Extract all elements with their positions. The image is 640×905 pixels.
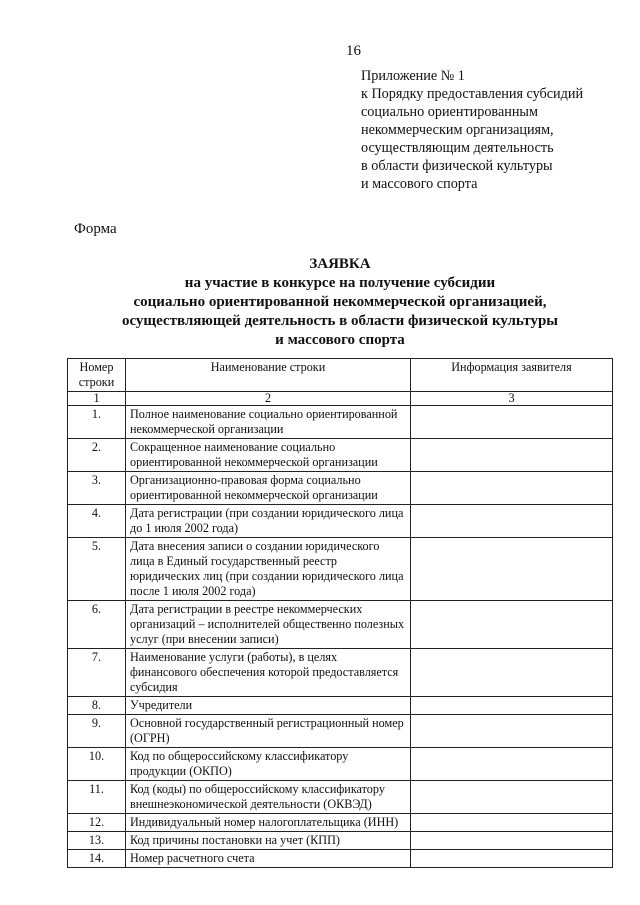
applicant-info-cell[interactable]	[411, 538, 613, 601]
applicant-info-cell[interactable]	[411, 832, 613, 850]
table-row	[68, 439, 613, 472]
row-number: 2.	[68, 439, 126, 472]
table-body	[68, 406, 613, 868]
appendix-line: к Порядку предоставления субсидий	[361, 86, 584, 102]
appendix-line: социально ориентированным	[361, 104, 538, 120]
row-name: Индивидуальный номер налогоплательщика (ИНН)	[126, 814, 411, 832]
applicant-info-cell[interactable]	[411, 781, 613, 814]
row-name: Полное наименование социально ориентированной некоммерческой организации	[126, 406, 411, 439]
row-name: Наименование услуги (работы), в целях финансового обеспечения которой предоставляется субсидия	[126, 649, 411, 697]
row-number: 4.	[68, 505, 126, 538]
applicant-info-cell[interactable]	[411, 505, 613, 538]
applicant-info-cell[interactable]	[411, 439, 613, 472]
title-line: ЗАЯВКА	[309, 256, 371, 272]
table-row	[68, 748, 613, 781]
row-number: 11.	[68, 781, 126, 814]
appendix-line: Приложение № 1	[361, 68, 465, 84]
header-applicant-info: Информация заявителя	[411, 359, 613, 392]
appendix-line: некоммерческим организациям,	[361, 122, 554, 138]
table-row	[68, 538, 613, 601]
header-row-number: Номер строки	[68, 359, 126, 392]
table-row	[68, 781, 613, 814]
row-name: Основной государственный регистрационный номер (ОГРН)	[126, 715, 411, 748]
row-number: 12.	[68, 814, 126, 832]
applicant-info-cell[interactable]	[411, 850, 613, 868]
applicant-info-cell[interactable]	[411, 649, 613, 697]
table-row	[68, 472, 613, 505]
appendix-line: осуществляющим деятельность	[361, 140, 554, 156]
column-number: 3	[411, 392, 613, 406]
page-number: 16	[346, 43, 361, 59]
column-number: 1	[68, 392, 126, 406]
table-row	[68, 406, 613, 439]
row-name: Организационно-правовая форма социально ориентированной некоммерческой организации	[126, 472, 411, 505]
table-row	[68, 814, 613, 832]
row-name: Учредители	[126, 697, 411, 715]
title-line: на участие в конкурсе на получение субсидии	[184, 275, 496, 291]
row-number: 3.	[68, 472, 126, 505]
appendix-note	[361, 67, 583, 193]
table-row	[68, 832, 613, 850]
appendix-line: в области физической культуры	[361, 158, 553, 174]
application-table	[67, 358, 613, 868]
header-row-name: Наименование строки	[126, 359, 411, 392]
title-line: социально ориентированной некоммерческой организацией,	[133, 294, 547, 310]
table-row	[68, 697, 613, 715]
row-number: 9.	[68, 715, 126, 748]
row-number: 5.	[68, 538, 126, 601]
row-number: 13.	[68, 832, 126, 850]
table-row	[68, 850, 613, 868]
applicant-info-cell[interactable]	[411, 406, 613, 439]
title-line: осуществляющей деятельность в области физической культуры	[121, 313, 559, 329]
form-label: Форма	[74, 221, 117, 237]
table-row	[68, 649, 613, 697]
applicant-info-cell[interactable]	[411, 748, 613, 781]
row-name: Код (коды) по общероссийскому классификатору внешнеэкономической деятельности (ОКВЭД)	[126, 781, 411, 814]
applicant-info-cell[interactable]	[411, 472, 613, 505]
applicant-info-cell[interactable]	[411, 715, 613, 748]
row-number: 14.	[68, 850, 126, 868]
row-name: Дата регистрации в реестре некоммерческих организаций – исполнителей общественно полезных услуг (при внесении записи)	[126, 601, 411, 649]
row-number: 8.	[68, 697, 126, 715]
table-row	[68, 715, 613, 748]
row-name: Дата внесения записи о создании юридического лица в Единый государственный реестр юридических лиц (при создании юридического лица после 1 июля 2002 года)	[126, 538, 411, 601]
row-number: 7.	[68, 649, 126, 697]
row-name: Код причины постановки на учет (КПП)	[126, 832, 411, 850]
document-title	[66, 255, 614, 350]
row-number: 6.	[68, 601, 126, 649]
table-header-row	[68, 359, 613, 392]
title-line: и массового спорта	[275, 332, 405, 348]
row-name: Номер расчетного счета	[126, 850, 411, 868]
row-name: Дата регистрации (при создании юридического лица до 1 июля 2002 года)	[126, 505, 411, 538]
row-number: 10.	[68, 748, 126, 781]
row-name: Сокращенное наименование социально ориентированной некоммерческой организации	[126, 439, 411, 472]
table-row	[68, 505, 613, 538]
row-number: 1.	[68, 406, 126, 439]
row-name: Код по общероссийскому классификатору продукции (ОКПО)	[126, 748, 411, 781]
column-number-row	[68, 392, 613, 406]
table-row	[68, 601, 613, 649]
applicant-info-cell[interactable]	[411, 697, 613, 715]
appendix-line: и массового спорта	[361, 176, 478, 192]
column-number: 2	[126, 392, 411, 406]
applicant-info-cell[interactable]	[411, 601, 613, 649]
applicant-info-cell[interactable]	[411, 814, 613, 832]
